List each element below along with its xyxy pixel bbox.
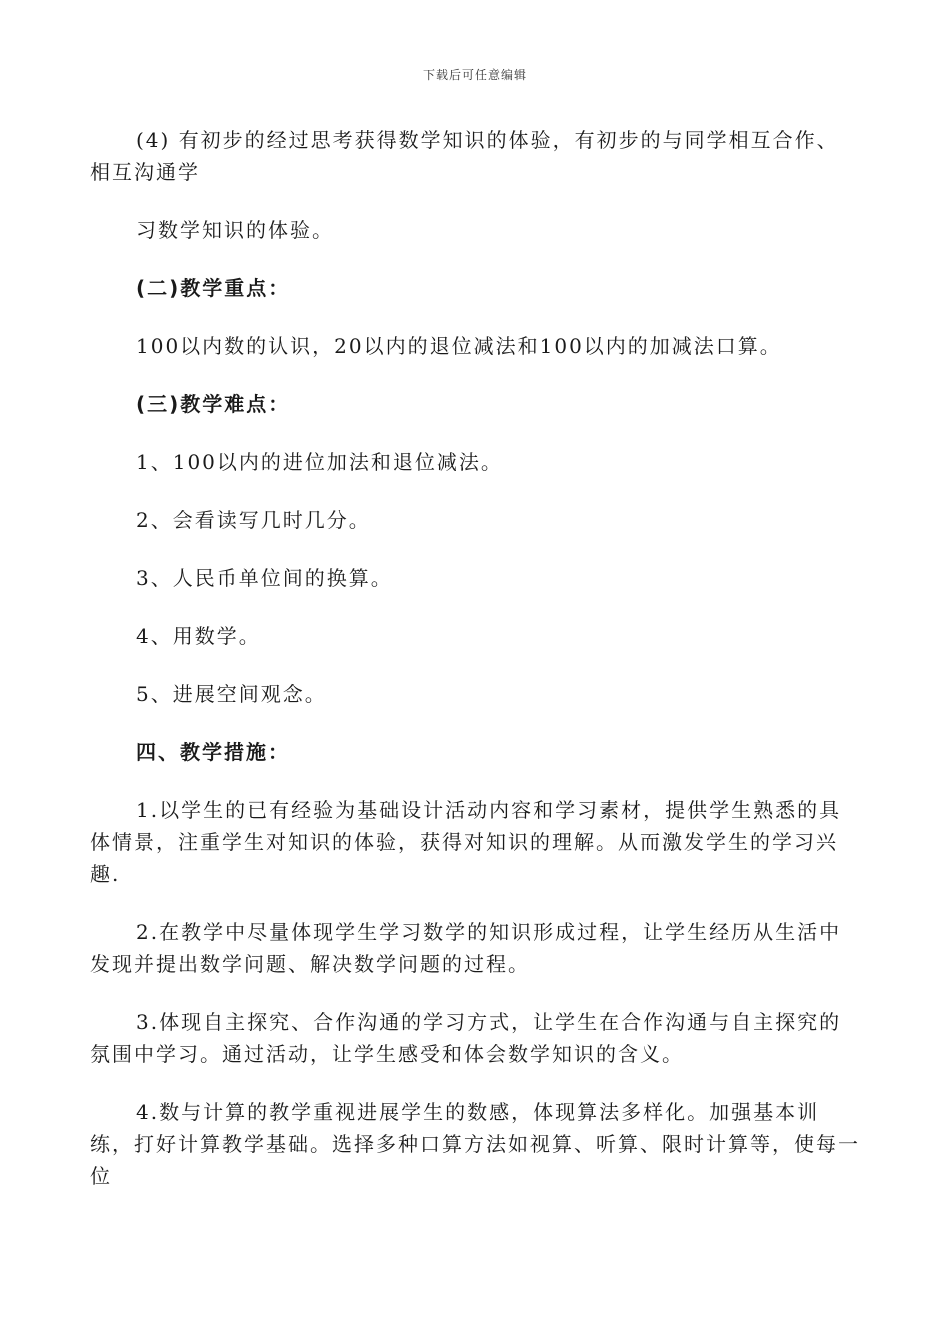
difficulty-item: 3、人民币单位间的换算。 xyxy=(136,566,393,590)
page-header: 下载后可任意编辑 xyxy=(422,68,527,82)
measure-paragraph: 2.在教学中尽量体现学生学习数学的知识形成过程，让学生经历从生活中发现并提出数学问题、解决数学问题的过程。 xyxy=(90,920,842,976)
key-points-text: 100以内数的认识，20以内的退位减法和100以内的加减法口算。 xyxy=(136,334,782,358)
difficulty-item: 5、进展空间观念。 xyxy=(136,682,327,706)
document-body xyxy=(90,124,860,1192)
section-heading-difficulties: (三)教学难点： xyxy=(136,392,291,416)
difficulty-item: 4、用数学。 xyxy=(136,624,261,648)
section-heading-key-points: (二)教学重点： xyxy=(136,276,291,300)
paragraph-objective-4-continued: 习数学知识的体验。 xyxy=(136,218,334,242)
difficulty-item: 2、会看读写几时几分。 xyxy=(136,508,371,532)
measure-paragraph: 1.以学生的已有经验为基础设计活动内容和学习素材，提供学生熟悉的具体情景，注重学生对知识的体验，获得对知识的理解。从而激发学生的学习兴趣. xyxy=(90,798,842,886)
measure-paragraph: 4.数与计算的教学重视进展学生的数感，体现算法多样化。加强基本训练，打好计算教学基础。选择多种口算方法如视算、听算、限时计算等，使每一位 xyxy=(90,1100,860,1188)
measure-paragraph: 3.体现自主探究、合作沟通的学习方式，让学生在合作沟通与自主探究的氛围中学习。通过活动，让学生感受和体会数学知识的含义。 xyxy=(90,1010,842,1066)
section-heading-measures: 四、教学措施： xyxy=(136,740,290,764)
paragraph-objective-4: (4) 有初步的经过思考获得数学知识的体验，有初步的与同学相互合作、相互沟通学 xyxy=(90,128,839,184)
difficulty-item: 1、100以内的进位加法和退位减法。 xyxy=(136,450,503,474)
